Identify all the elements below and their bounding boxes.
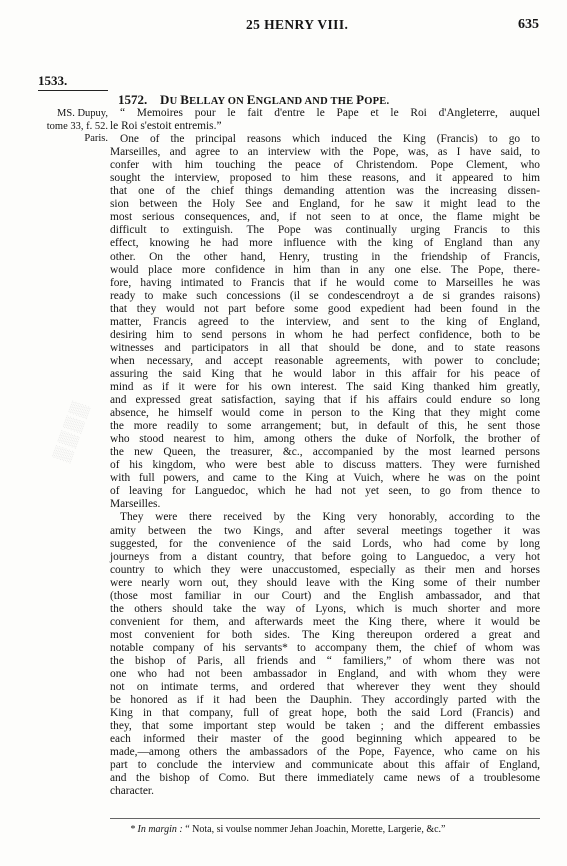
source-line: tome 33, f. 52.: [46, 120, 108, 132]
text-line: sought the interview, proposed to him these reasons, and it appeared to him: [110, 172, 540, 185]
running-header-title: 25 HENRY VIII.: [246, 17, 349, 32]
text-line: would place more confidence in him than in any one else. The Pope, there-: [110, 263, 540, 276]
text-line: when necessary, and accept reasonable agreements, with power to conclude;: [110, 354, 540, 367]
entry-title: [160, 92, 389, 108]
footnote: [130, 824, 445, 835]
text-line: “ Memoires pour le fait d'entre le Pape et le Roi d'Angleterre, auquel: [120, 107, 540, 119]
text-line: difficult to extinguish. The Pope was continually urging Francis to this: [110, 224, 540, 237]
text-line: part to conclude the interview and communicate about this affair of England,: [110, 759, 540, 772]
text-line: notable company of his servants* to accompany them, the chief of whom was: [110, 641, 540, 654]
text-line: mind as if it were for his own interest. The said King thanked him greatly,: [110, 380, 540, 393]
footnote-rule: [110, 818, 540, 819]
title-part: E: [246, 92, 256, 107]
text-line: and expressed great satisfaction, saying that if his affairs could endure so long: [110, 394, 540, 407]
text-line: the more readily to some arrangement; but, in default of this, he sent those: [110, 420, 540, 433]
text-line: sion between the Holy See and England, for he saw it might lead to the: [110, 198, 540, 211]
text-line: (those most familiar in our Court) and the English ambassador, and that: [110, 589, 540, 602]
text-line: witnesses and participators in all that should be done, and to state reasons: [110, 341, 540, 354]
text-line: absence, he himself would come in person to the King that they might come: [110, 407, 540, 420]
footnote-text: “ Nota, si voulse nommer Jehan Joachin, Morette, Largerie, &c.”: [185, 824, 446, 835]
text-line: the bishop of Paris, all friends and “ familiers,” of whom there was not: [110, 654, 540, 667]
text-line: made,—among others the ambassadors of the Pope, Fayence, who came on his: [110, 746, 540, 759]
title-part: P: [356, 92, 365, 107]
text-line: fore, having intimated to Francis that if he would come to Marseilles he was: [110, 276, 540, 289]
text-line: journeys from a distant country, that before going to Languedoc, a very hot: [110, 550, 540, 563]
title-part: B: [180, 92, 190, 107]
page-number: 635: [518, 17, 539, 32]
source-line: Paris.: [84, 133, 108, 144]
text-line: one who had not been ambassador in England, and with whom they were: [110, 668, 540, 681]
text-line: who stood nearest to him, among others the duke of Norfolk, the brother of: [110, 433, 540, 446]
title-part: NGLAND AND THE: [255, 96, 357, 107]
text-line: most convenient for both sides. The King thereupon ordered a great and: [110, 628, 540, 641]
text-line: the others should take the way of Lyons, which is much shorter and more: [110, 602, 540, 615]
text-line: King in that company, full of great hope, both the said Lord (Francis) and: [110, 707, 540, 720]
text-line: One of the principal reasons which induced the King (Francis) to go to: [120, 133, 540, 146]
text-line: the new Queen, the treasurer, &c., accompanied by the most learned persons: [110, 446, 540, 459]
paragraph: [110, 133, 540, 511]
text-line: convenient for them, and afterwards meet the King there, where it would be: [110, 615, 540, 628]
text-line: character.: [110, 785, 154, 798]
text-line: le Roi s'estoit entremis.”: [110, 120, 222, 133]
title-part: OPE.: [364, 96, 390, 107]
text-line: of leaving for Languedoc, which he had not yet seen, to go from thence to: [110, 485, 540, 498]
text-line: they, that some important step would be taken ; and the different embassies: [110, 720, 540, 733]
text-line: of his kingdom, who were best able to discuss matters. They were furnished: [110, 459, 540, 472]
text-line: with full powers, and came to the King at Vuich, where he was on the point: [110, 472, 540, 485]
library-stamp: ▒▒▒▒: [50, 397, 92, 464]
year-rule: [38, 90, 108, 91]
text-line: assuring the said King that he would labor in this affair for his peace of: [110, 367, 540, 380]
text-line: not on intimate terms, and ordered that wherever they went they should: [110, 681, 540, 694]
text-line: that they would not part before some good expedient had been found in the: [110, 302, 540, 315]
title-part: ELLAY ON: [189, 96, 247, 107]
text-line: desiring him to send persons in whom he had perfect confidence, both to be: [110, 328, 540, 341]
text-line: other. On the other hand, Henry, trusting in the friendship of Francis,: [110, 250, 540, 263]
title-part: D: [160, 92, 170, 107]
text-line: amity between the two Kings, and after several meetings together it was: [110, 524, 540, 537]
text-line: were nearly worn out, they should leave with the King some of their number: [110, 576, 540, 589]
text-line: They were there received by the King very honorably, according to the: [120, 511, 540, 524]
text-line: confer with him touching the peace of Christendom. Pope Clement, who: [110, 159, 540, 172]
source-note: [28, 108, 108, 146]
text-line: and the bishop of Como. But there immediately came news of a troublesome: [110, 772, 540, 785]
text-line: that one of the chief things demanding attention was the increasing dissen-: [110, 185, 540, 198]
text-line: Marseilles, and agree to an interview with the Pope, was, as I have said, to: [110, 146, 540, 159]
year-marker: 1533.: [38, 73, 68, 88]
text-line: Marseilles.: [110, 498, 161, 511]
entry-number: 1572.: [118, 92, 148, 107]
text-line: matter, Francis agreed to the interview, and sent to the king of England,: [110, 315, 540, 328]
paragraph: [110, 511, 540, 798]
title-part: U: [169, 96, 181, 107]
text-line: suggested, for the convenience of the said Lords, who had come by long: [110, 537, 540, 550]
paragraph: [110, 107, 540, 133]
footnote-marker: * In margin :: [130, 824, 183, 835]
text-line: be honored as if it had been the Dauphin. They accordingly parted with the: [110, 694, 540, 707]
source-line: MS. Dupuy,: [57, 108, 108, 119]
text-line: country to which they were unaccustomed, especially as their men and horses: [110, 563, 540, 576]
text-line: ready to make such concessions (il se condescendroyt a de si grandes raisons): [110, 289, 540, 302]
text-line: each informed their master of the good beginning which appeared to be: [110, 733, 540, 746]
document-body: [110, 107, 540, 798]
text-line: most serious consequences, and, if not seen to at once, the flame might be: [110, 211, 540, 224]
text-line: effect, knowing he had more influence with the king of England than any: [110, 237, 540, 250]
